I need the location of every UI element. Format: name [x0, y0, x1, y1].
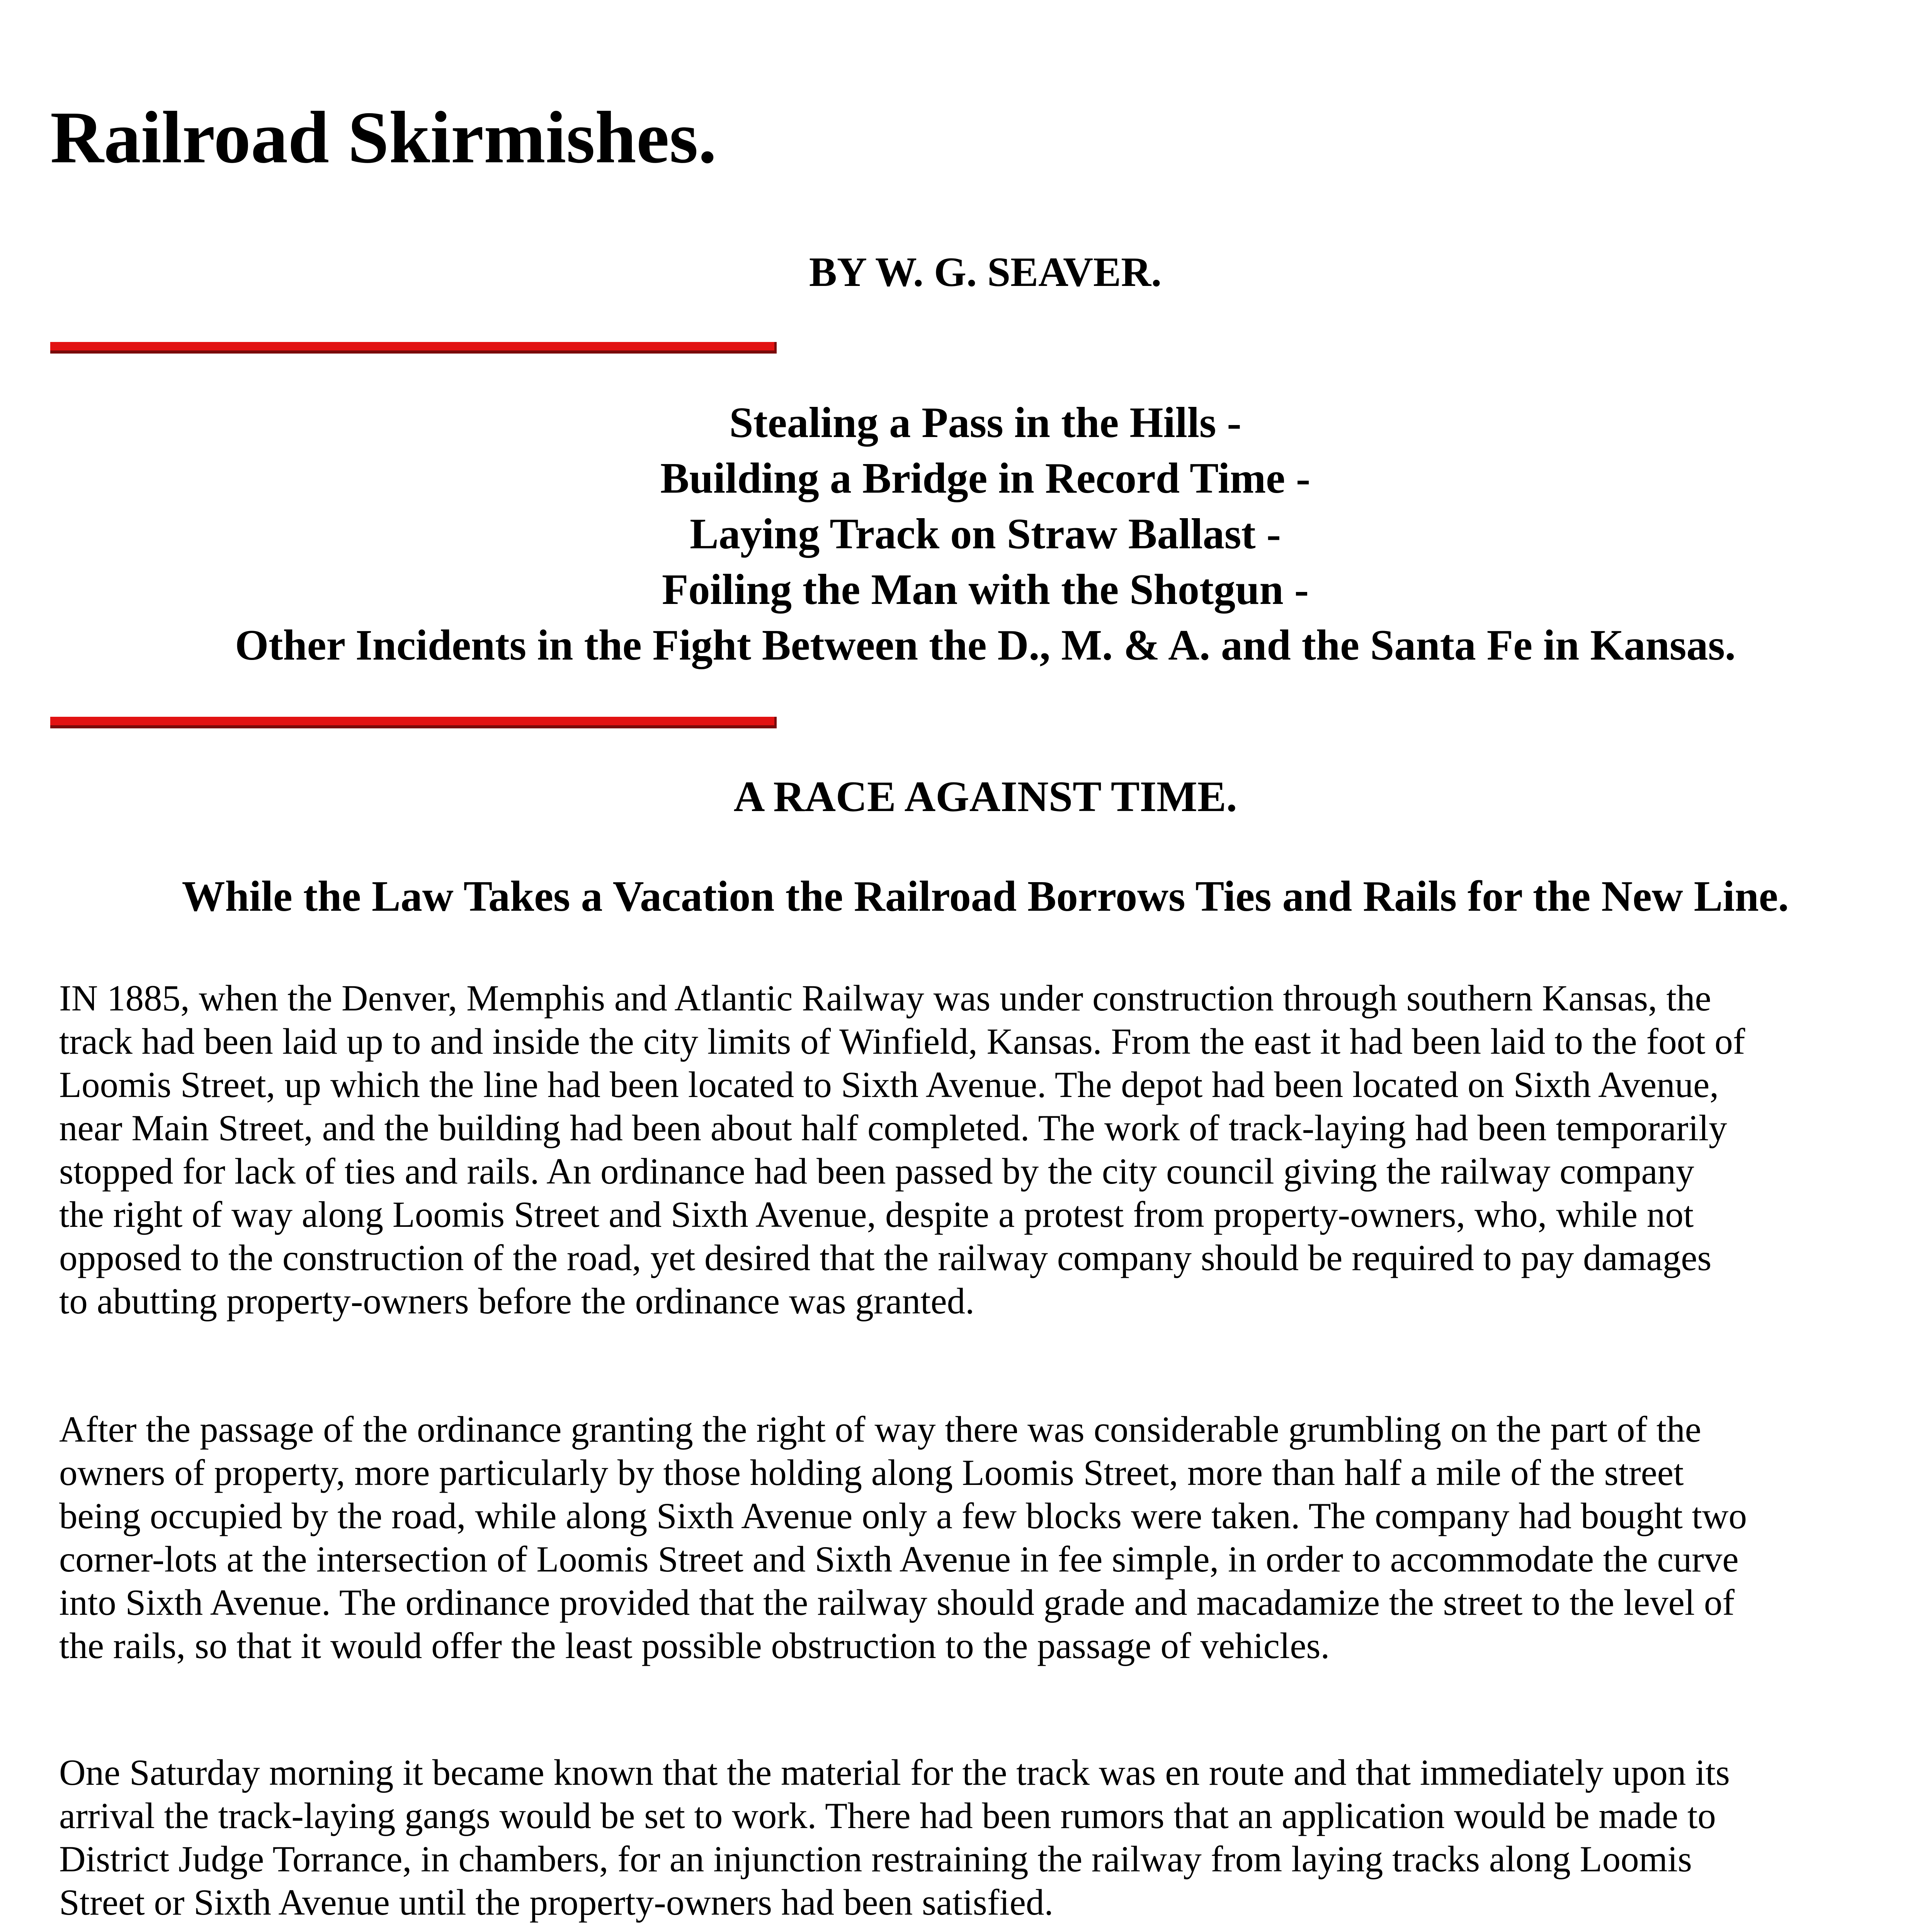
section-heading: A RACE AGAINST TIME.	[733, 773, 1237, 821]
paragraph: After the passage of the ordinance granting the right of way there was considerable grumbling on the part of the owners of property, more particularly by those holding along Loomis Street, more than half a mile of the street being occupied by the road, while along Sixth Avenue only a few blocks were taken. The company had bought two corner-lots at the intersection of Loomis Street and Sixth Avenue in fee simple, in order to accommodate the curve into Sixth Avenue. The ordinance provided that the railway should grade and macadamize the street to the level of the rails, so that it would offer the least possible obstruction to the passage of vehicles.	[59, 1409, 1747, 1666]
red-divider-top	[50, 342, 777, 354]
paragraph: One Saturday morning it became known that the material for the track was en route and that immediately upon its arrival the track-laying gangs would be set to work. There had been rumors that an application would be made to District Judge Torrance, in chambers, for an injunction restraining the railway from laying tracks along Loomis Street or Sixth Avenue until the property-owners had been satisfied.	[59, 1752, 1730, 1923]
author-byline: BY W. G. SEAVER.	[809, 249, 1162, 295]
subtitle-line: Stealing a Pass in the Hills -	[729, 399, 1242, 447]
subtitle-line: Building a Bridge in Record Time -	[660, 454, 1311, 502]
subtitle-line: Other Incidents in the Fight Between the D., M. & A. and the Santa Fe in Kansas.	[235, 621, 1736, 669]
section-subheading: While the Law Takes a Vacation the Railroad Borrows Ties and Rails for the New Line.	[182, 872, 1789, 920]
subtitle-block	[0, 395, 1932, 673]
page-title: Railroad Skirmishes.	[50, 96, 717, 179]
subtitle-line: Laying Track on Straw Ballast -	[690, 510, 1281, 558]
subtitle-line: Foiling the Man with the Shotgun -	[662, 566, 1309, 614]
red-divider-bottom	[50, 717, 777, 728]
paragraph: IN 1885, when the Denver, Memphis and Atlantic Railway was under construction through southern Kansas, the track had been laid up to and inside the city limits of Winfield, Kansas. From the east it had been laid to the foot of Loomis Street, up which the line had been located to Sixth Avenue. The depot had been located on Sixth Avenue, near Main Street, and the building had been about half completed. The work of track-laying had been temporarily stopped for lack of ties and rails. An ordinance had been passed by the city council giving the railway company the right of way along Loomis Street and Sixth Avenue, despite a protest from property-owners, who, while not opposed to the construction of the road, yet desired that the railway company should be required to pay damages to abutting property-owners before the ordinance was granted.	[59, 978, 1745, 1321]
